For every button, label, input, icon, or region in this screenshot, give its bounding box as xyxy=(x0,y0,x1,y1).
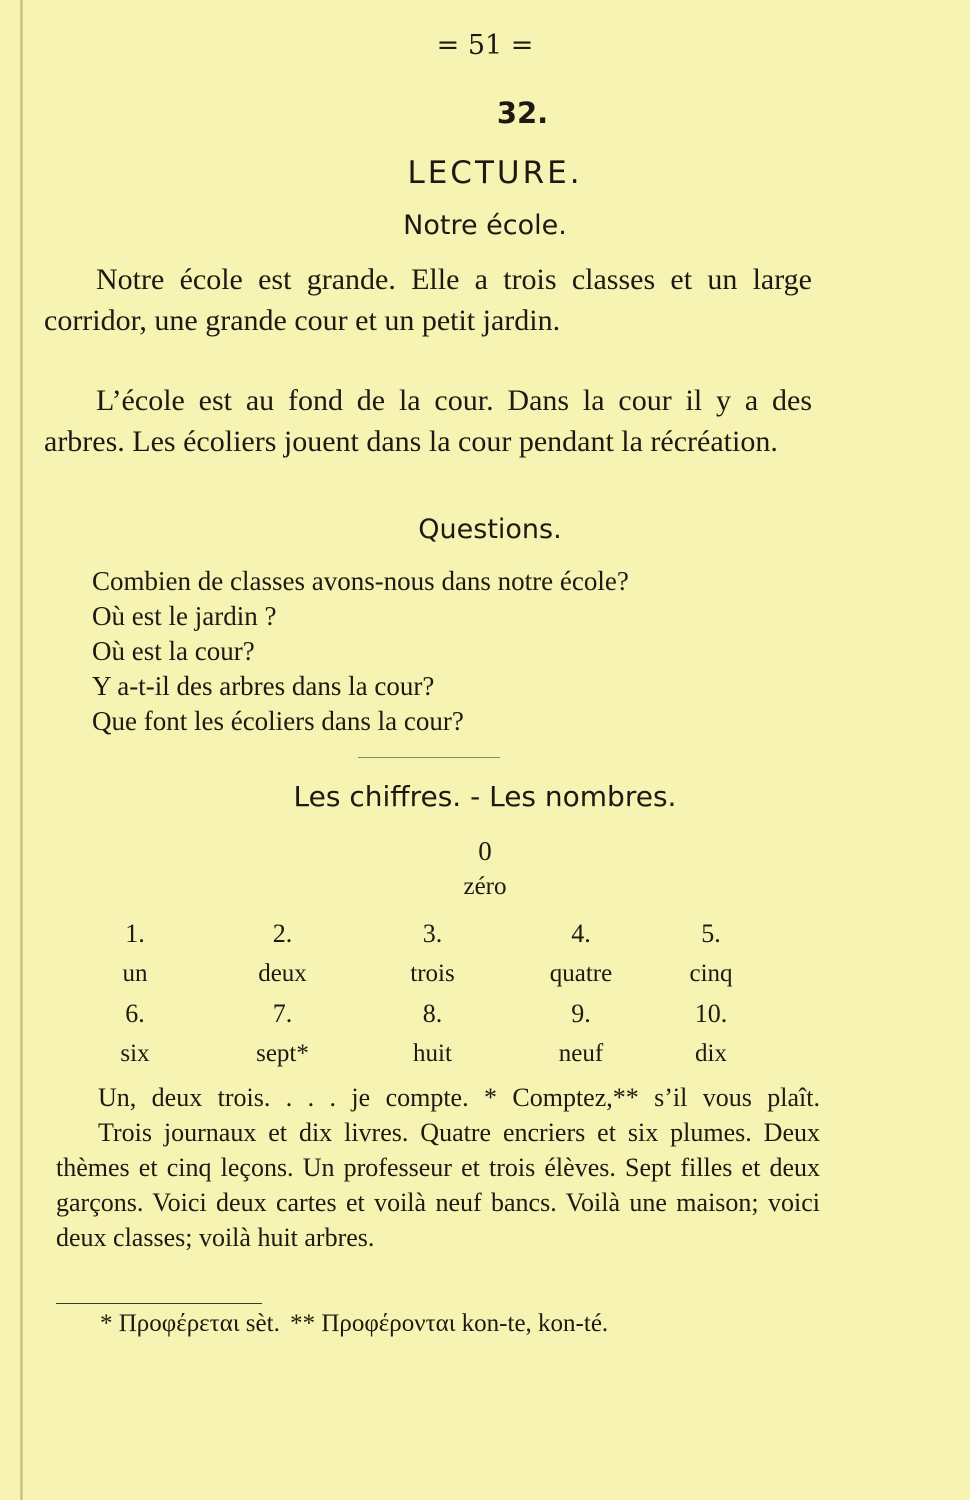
counting-paragraph xyxy=(56,1080,820,1255)
reading-subtitle: Notre école. xyxy=(403,210,567,241)
questions-list xyxy=(92,564,629,739)
lesson-title: LECTURE. xyxy=(407,155,583,191)
counting-line-1: Un, deux trois. . . . je compte. * Comptez,** s’il vous plaît. xyxy=(98,1083,820,1112)
numbers-row-digits-1 xyxy=(50,915,780,953)
number-digit: 2. xyxy=(272,919,293,948)
number-digit: 5. xyxy=(701,919,721,948)
number-word: neuf xyxy=(558,1040,604,1067)
number-digit: 7. xyxy=(272,999,293,1028)
numbers-heading: Les chiffres. - Les nombres. xyxy=(293,780,677,813)
counting-sentences: Trois journaux et dix livres. Quatre encriers et six plumes. Deux thèmes et cinq leçons. Un professeur et trois élèves. Sept filles et deux garçons. Voici deux cartes et voilà neuf bancs. Voilà une maison; voici deux classes; voilà huit arbres. xyxy=(56,1118,820,1252)
number-word: sept* xyxy=(256,1040,309,1067)
footnote-2: ** Προφέρονται kon-te, kon-té. xyxy=(290,1310,609,1337)
reading-paragraph-2: L’école est au fond de la cour. Dans la cour il y a des arbres. Les écoliers jouent dans la cour pendant la récréation. xyxy=(44,384,812,458)
question-item: Où est le jardin ? xyxy=(92,601,277,631)
number-digit: 6. xyxy=(125,999,145,1028)
numbers-row-words-1 xyxy=(50,953,780,995)
number-digit: 1. xyxy=(125,919,145,948)
question-item: Y a-t-il des arbres dans la cour? xyxy=(92,671,435,701)
numbers-row-words-2 xyxy=(50,1033,780,1075)
number-word: un xyxy=(122,960,148,987)
page-number: = 51 = xyxy=(436,30,534,61)
number-word: deux xyxy=(258,960,307,987)
number-digit: 9. xyxy=(571,999,591,1028)
questions-heading: Questions. xyxy=(418,514,562,545)
question-item: Où est la cour? xyxy=(92,636,255,666)
question-item: Que font les écoliers dans la cour? xyxy=(92,706,464,736)
number-word: cinq xyxy=(689,960,733,987)
question-item: Combien de classes avons-nous dans notre école? xyxy=(92,566,629,596)
lesson-number: 32. xyxy=(496,96,549,130)
footnote xyxy=(100,1306,612,1342)
number-digit: 10. xyxy=(694,999,728,1028)
number-word: quatre xyxy=(549,960,613,987)
number-digit: 3. xyxy=(422,919,443,948)
numbers-grid xyxy=(50,915,780,1075)
footnote-1: * Προφέρεται sèt. xyxy=(100,1310,280,1337)
zero-word: zéro xyxy=(463,873,507,900)
number-digit: 4. xyxy=(571,919,591,948)
zero-digit: 0 xyxy=(478,836,492,866)
number-word: dix xyxy=(695,1040,727,1067)
number-word: six xyxy=(120,1040,150,1067)
number-digit: 8. xyxy=(422,999,443,1028)
section-divider xyxy=(358,757,500,758)
number-word: huit xyxy=(413,1040,452,1067)
number-word: trois xyxy=(410,960,455,987)
numbers-row-digits-2 xyxy=(50,995,780,1033)
footnote-rule xyxy=(56,1303,262,1304)
reading-paragraph-1: Notre école est grande. Elle a trois classes et un large corridor, une grande cour et un petit jardin. xyxy=(44,263,812,337)
